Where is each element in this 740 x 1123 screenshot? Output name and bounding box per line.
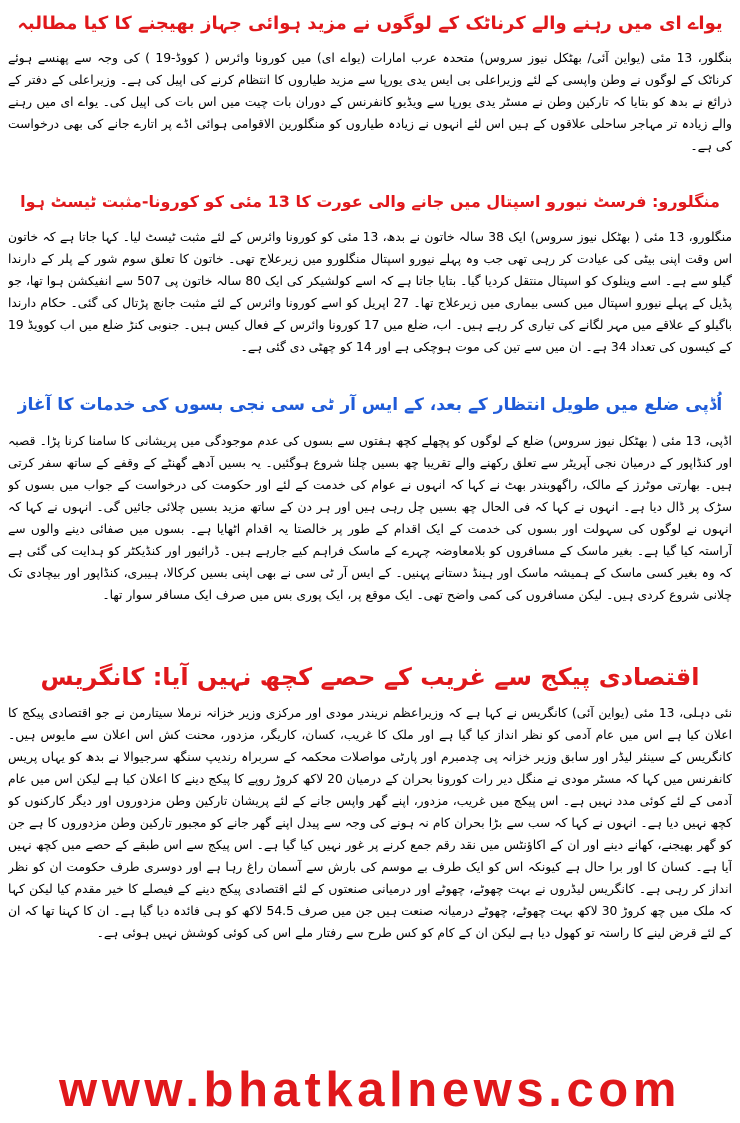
article-4-body: نئی دہلی، 13 مئی (یواین آئی) کانگریس نے کہا ہے کہ وزیراعظم نریندر مودی اور مرکزی وزیر خزانہ نرملا سیتارمن نے جو اقتصادی پیکج کا اعلان کیا ہے اس میں عام آدمی کو نظر انداز کیا گیا ہے اور ملک کا غریب، کسان، کاریگر، مزدور، محنت کش اس اعلان سے مایوس ہیں۔ کانگریس کے سینئر لیڈر اور سابق وزیر خزانہ پی چدمبرم اور پارٹی مواصلات محکمہ کے سربراہ رندیپ سنگھ سرجیوالا نے بدھ کو یہاں پریس کانفرنس میں کہا کہ مسٹر مودی نے منگل دیر رات کورونا بحران کے درمیان 20 لاکھ کروڑ روپے کا پیکج دینے کا اعلان کیا ہے لیکن اس میں عام آدمی کے لئے کوئی مدد نہیں ہے۔ اس پیکج میں غریب، مزدور، اپنے گھر واپس جانے کے لئے پریشان تارکین وطن مزدوروں اور دیگر کارکنوں کو کچھ نہیں دیا ہے۔ انہوں نے کہا کہ سب سے بڑا بحران کام نہ ہونے کی وجہ سے پیدل اپنے گھر جانے کو مجبور تارکین وطن مزدوروں کا ہے جن کو گھر بھیجنے، کھانے دینے اور ان کے اکاؤنٹس میں نقد رقم جمع کرنے پر غور نہیں کیا گیا ہے۔ اس پیکج سے اس طبقے کے حصے میں کچھ نہیں آیا ہے۔ کسان کا اور برا حال ہے کیونکہ اس کو ایک طرف بے موسم کی بارش سے آسمان راغ رہا ہے اور دوسری طرف حکومت ان کو نظر انداز کر رہی ہے۔ کانگریس لیڈروں نے بہت چھوٹے، چھوٹے اور درمیانی صنعتوں کے لئے اقتصادی پیکج دینے کے فیصلے کا خیر مقدم کیا لیکن کہا کہ ملک میں چھ کروڑ 30 لاکھ بہت چھوٹے، چھوٹے درمیانہ صنعت ہیں جن میں صرف 54.5 لاکھ کو ہی فائدہ دیا گیا ہے۔ ان کا کہنا تھا کہ ان کے لئے قرض لینے کا راستہ تو کھول دیا ہے لیکن ان کے کام کو کس طرح سے رفتار ملے اس کی کوئی کوشش نہیں ہوئی ہے۔ [8,706,732,940]
article-1-body: بنگلور، 13 مئی (یواین آئی/ بھٹکل نیوز سروس) متحدہ عرب امارات (یواے ای) میں کورونا وائرس ( کووڈ-19 ) کی وجہ سے پھنسے ہوئے کرناٹک کے لوگوں نے وطن واپسی کے لئے وزیراعلی بی ایس یدی یورپا سے مزید طیاروں کا انتظام کرنے کی اپیل کی ہے۔ وزیراعلی کے دفتر کے ذرائع نے بدھ کو بتایا کہ تارکین وطن نے مسٹر یدی یورپا سے ویڈیو کانفرنس کے دوران بات چیت میں اس بات کی اپیل کی۔ یواے ای میں رہنے والے زیادہ تر مہاجر ساحلی علاقوں کے ہیں اس لئے انہوں نے زیادہ طیاروں کو منگلورین الاقوامی ہوائی اڈے پر اتارے جانے کی بھی درخواست کی ہے۔ [8,51,732,153]
article-4-headline: اقتصادی پیکج سے غریب کے حصے کچھ نہیں آیا: کانگریس [40,663,700,691]
article-1-headline: یواے ای میں رہنے والے کرناٹک کے لوگوں نے مزید ہوائی جہاز بھیجنے کا کیا مطالبہ [17,13,723,34]
article-3-headline: اُڈپی ضلع میں طویل انتظار کے بعد، کے ایس آر ٹی سی نجی بسوں کی خدمات کا آغاز [17,395,723,415]
article-2-body: منگلورو، 13 مئی ( بھٹکل نیوز سروس) ایک 38 سالہ خاتون نے بدھ، 13 مئی کو کورونا وائرس کے لئے مثبت ٹیسٹ لیا۔ کہا جاتا ہے کہ خاتون اس وقت اپنی بیٹی کی عیادت کر رہی تھی جب وہ پہلے نیورو اسپتال منگلورو میں زیرعلاج تھی۔ خاتون کا تعلق سوم شور کے پلر کے دارندا گیلو سے ہے۔ اسے وینلوک کو اسپتال منتقل کردیا گیا۔ بتایا جاتا ہے کہ اسے کولشیکر کی ایک 80 سالہ خاتون پی 507 سے انفیکشن ہوا تھا، جو پڈیل کے پہلے نیورو اسپتال میں کسی بیماری میں زیرعلاج تھا۔ 27 اپریل کو اسے کورونا وائرس کے لئے مثبت جانچ پڑتال کی گئی۔ حکام دارندا باگیلو کے علاقے میں مہر لگانے کی تیاری کر رہے ہیں۔ اب، ضلع میں 17 کورونا وائرس کے فعال کیس ہیں۔ جنوبی کنڑ ضلع میں اب کوویڈ 19 کے کیسوں کی تعداد 34 ہے۔ ان میں سے تین کی موت ہوچکی ہے اور 14 کو چھٹی دی گئی ہے۔ [8,230,732,354]
article-2-headline: منگلورو: فرسٹ نیورو اسپتال میں جانے والی عورت کا 13 مئی کو کورونا-مثبت ٹیسٹ ہوا [20,192,720,211]
website-footer: www.bhatkalnews.com [59,1063,681,1117]
article-3-body: اڈپی، 13 مئی ( بھٹکل نیوز سروس) ضلع کے لوگوں کو پچھلے کچھ ہفتوں سے بسوں کی عدم موجودگی میں پریشانی کا سامنا کرنا پڑا۔ قصبہ اور کنڈاپور کے درمیان نجی آپریٹر سے تعلق رکھنے والے تقریبا چھ بسیں چلنا شروع ہوگئیں۔ یہ بسیں آدھے گھنٹے کے وقفے کے ساتھ سفر کرتی ہیں۔ بھارتی موٹرز کے مالک، راگھوبندر بھٹ نے کہا کہ انہوں نے عوام کی خدمت کے لئے اور حکومت کی درخواست کے جواب میں بسوں کو سڑک پر ڈال دیا ہے۔ انہوں نے کہا کہ فی الحال چھ بسیں چل رہی ہیں اور ہر دن کے ساتھ مزید بسیں چلائی جائیں گی۔ انہوں نے کہا کہ انہوں نے لوگوں کی سہولت اور بسوں کی خدمت کے ایک اقدام کے طور پر خالصتا یہ اقدام اٹھایا ہے۔ بسوں میں صفائی دینے والوں سے آراستہ کیا گیا ہے۔ بغیر ماسک کے مسافروں کو بلامعاوضہ چہرے کے ماسک فراہم کیے جارہے ہیں۔ ڈرائیور اور کنڈیکٹر کو ہدایت کی گئی ہے کہ وہ بغیر کسی ماسک کے ہمیشہ ماسک اور ہینڈ دستانے پہنیں۔ کے ایس آر ٹی سی نے بھی اپنی بسیں کرکالا، ہیبری، کنڈاپور اور بیچادی تک چلانی شروع کردی ہیں۔ لیکن مسافروں کی کمی واضح تھی۔ ایک موقع پر، ایک پوری بس میں صرف ایک مسافر سوار تھا۔ [8,434,732,602]
